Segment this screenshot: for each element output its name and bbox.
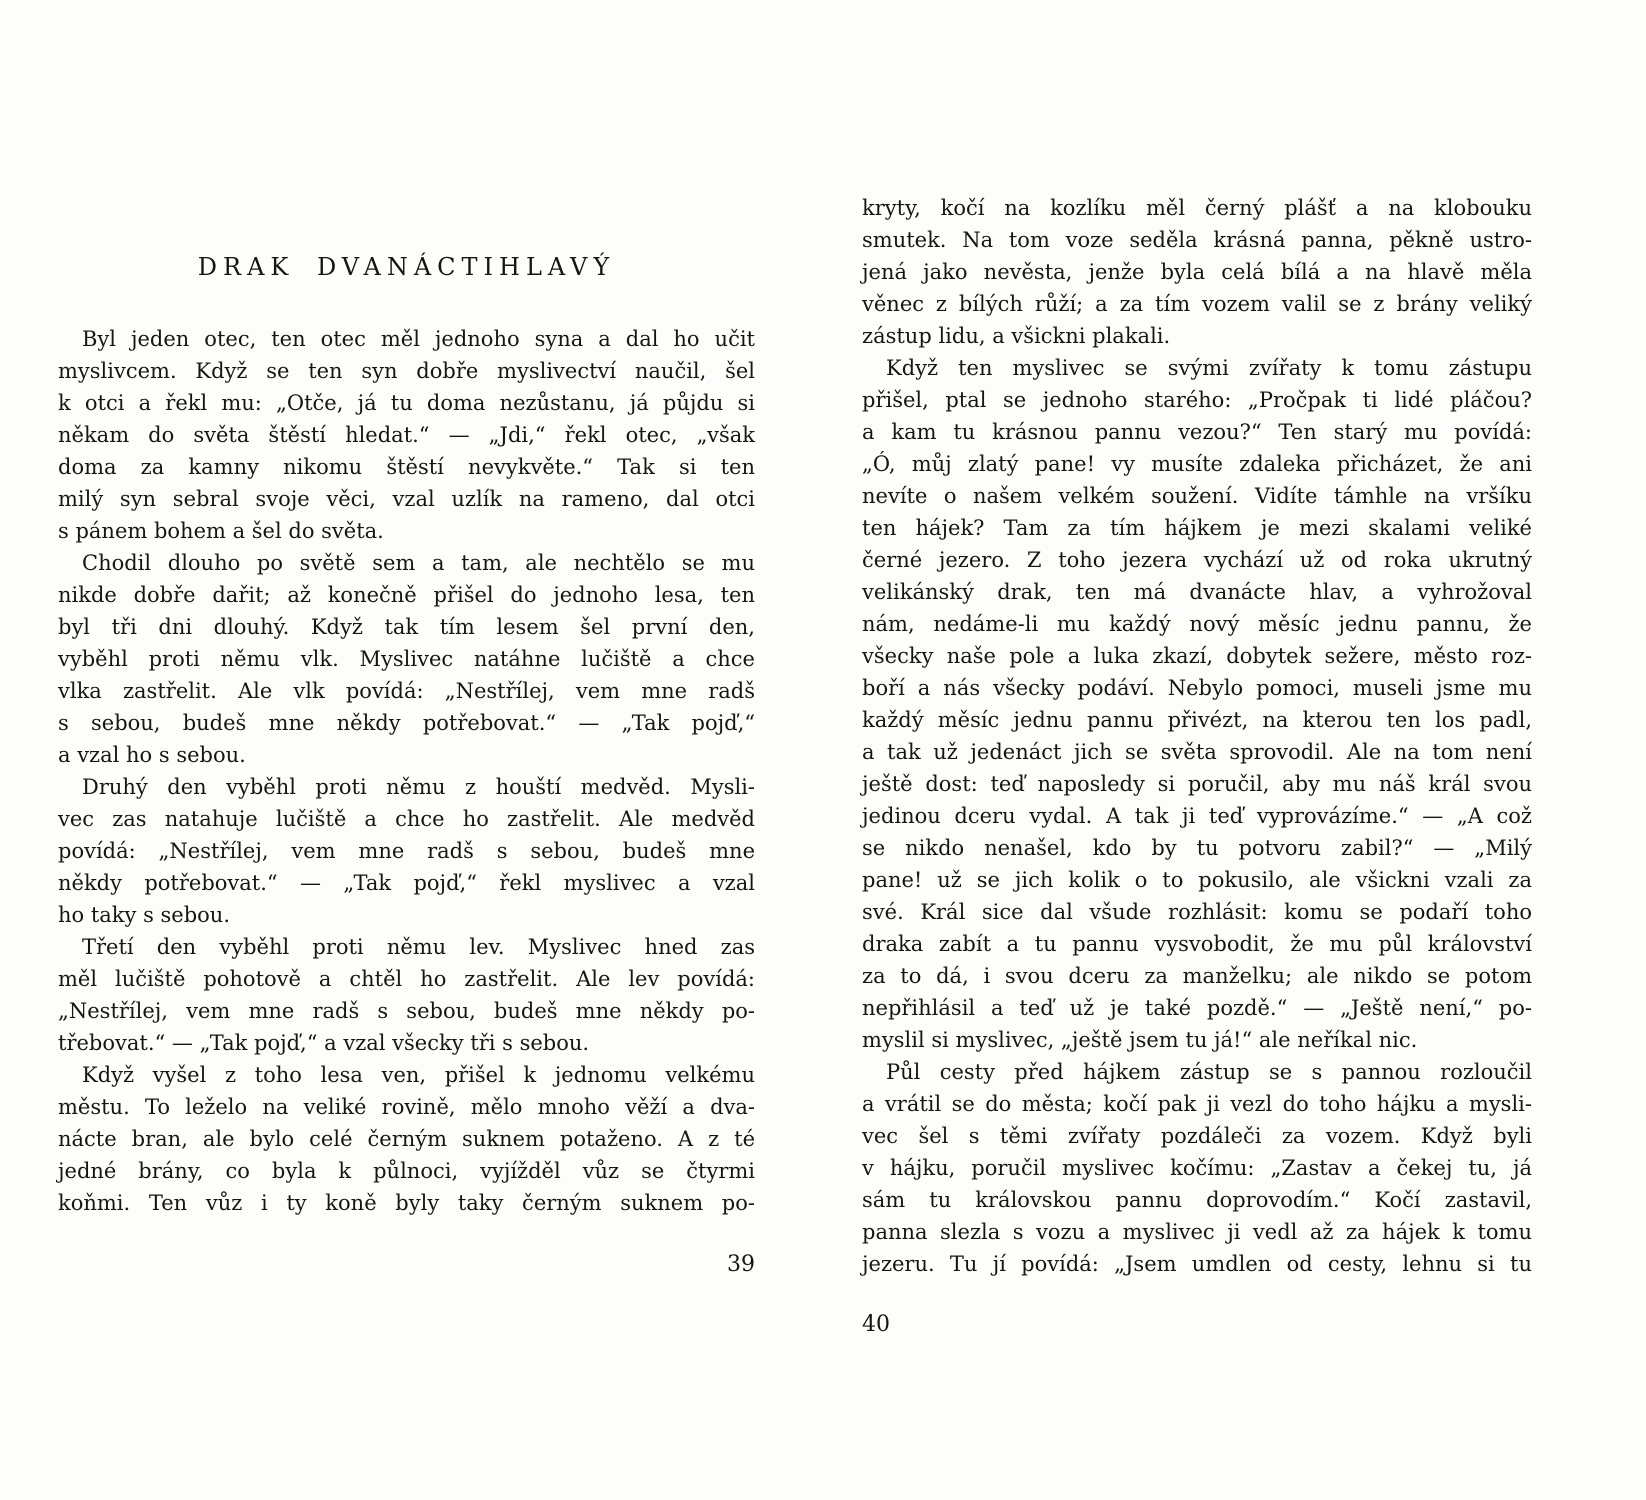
text-line: v hájku, poručil myslivec kočímu: „Zastav a čekej tu, já: [862, 1156, 1532, 1180]
text-line: s pánem bohem a šel do světa.: [58, 519, 384, 543]
text-line: všecky naše pole a luka zkazí, dobytek sežere, město roz-: [862, 644, 1532, 668]
text-line: někam do světa štěstí hledat.“ — „Jdi,“ řekl otec, „však: [58, 423, 755, 447]
paragraph: [862, 352, 1532, 1056]
text-line: Druhý den vyběhl proti němu z houští medvěd. Mysli-: [82, 775, 755, 799]
text-line: měl lučiště pohotově a chtěl ho zastřelit. Ale lev povídá:: [58, 967, 755, 991]
left-page-text: [58, 323, 755, 1219]
text-line: jená jako nevěsta, jenže byla celá bílá a na hlavě měla: [862, 260, 1532, 284]
text-line: Třetí den vyběhl proti němu lev. Myslivec hned zas: [82, 935, 755, 959]
text-line: Když vyšel z toho lesa ven, přišel k jednomu velkému: [82, 1063, 755, 1087]
text-line: povídá: „Nestřílej, vem mne radš s sebou, budeš mne: [58, 839, 755, 863]
text-line: byl tři dni dlouhý. Když tak tím lesem šel první den,: [58, 615, 755, 639]
text-line: nikde dobře dařit; až konečně přišel do jednoho lesa, ten: [58, 583, 755, 607]
chapter-title: DRAK DVANÁCTIHLAVÝ: [197, 253, 616, 281]
left-page: [58, 252, 755, 1219]
text-line: jedinou dceru vydal. A tak ji teď vyprovázíme.“ — „A což: [862, 804, 1532, 828]
text-line: s sebou, budeš mne někdy potřebovat.“ — „Tak pojď,“: [58, 711, 755, 735]
text-line: doma za kamny nikomu štěstí nevykvěte.“ Tak si ten: [58, 455, 755, 479]
text-line: jezeru. Tu jí povídá: „Jsem umdlen od cesty, lehnu si tu: [862, 1252, 1532, 1276]
text-line: k otci a řekl mu: „Otče, já tu doma nezůstanu, já půjdu si: [58, 391, 755, 415]
text-line: přišel, ptal se jednoho starého: „Pročpak ti lidé pláčou?: [862, 388, 1532, 412]
page-number-right: 40: [862, 1312, 890, 1337]
text-line: se nikdo nenašel, kdo by tu potvoru zabil?“ — „Milý: [862, 836, 1532, 860]
text-line: Když ten myslivec se svými zvířaty k tomu zástupu: [886, 356, 1532, 380]
text-line: své. Král sice dal všude rozhlásit: komu se podaří toho: [862, 900, 1532, 924]
text-line: velikánský drak, ten má dvanácte hlav, a vyhrožoval: [862, 580, 1532, 604]
text-line: draka zabít a tu pannu vysvobodit, že mu půl království: [862, 932, 1532, 956]
page-number-left: 39: [727, 1252, 755, 1277]
text-line: Chodil dlouho po světě sem a tam, ale nechtělo se mu: [82, 551, 755, 575]
text-line: vec šel s těmi zvířaty pozdáleči za vozem. Když byli: [862, 1124, 1532, 1148]
text-line: smutek. Na tom voze seděla krásná panna, pěkně ustro-: [862, 228, 1532, 252]
text-line: černé jezero. Z toho jezera vychází už od roka ukrutný: [862, 548, 1532, 572]
text-line: „Nestřílej, vem mne radš s sebou, budeš mne někdy po-: [58, 999, 755, 1023]
text-line: Půl cesty před hájkem zástup se s pannou rozloučil: [886, 1060, 1532, 1084]
text-line: ho taky s sebou.: [58, 903, 231, 927]
text-line: někdy potřebovat.“ — „Tak pojď,“ řekl myslivec a vzal: [58, 871, 755, 895]
text-line: vec zas natahuje lučiště a chce ho zastřelit. Ale medvěd: [58, 807, 755, 831]
text-line: koňmi. Ten vůz i ty koně byly taky černým suknem po-: [58, 1191, 755, 1215]
text-line: ještě dost: teď naposledy si poručil, aby mu náš král svou: [862, 772, 1532, 796]
text-line: pane! už se jich kolik o to pokusilo, ale všickni vzali za: [862, 868, 1532, 892]
text-line: městu. To leželo na veliké rovině, mělo mnoho věží a dva-: [58, 1095, 755, 1119]
paragraph: [862, 192, 1532, 352]
paragraph: [58, 323, 755, 547]
text-line: boří a nás všecky podáví. Nebylo pomoci, museli jsme mu: [862, 676, 1532, 700]
text-line: jedné brány, co byla k půlnoci, vyjížděl vůz se čtyrmi: [58, 1159, 755, 1183]
text-line: a kam tu krásnou pannu vezou?“ Ten starý mu povídá:: [862, 420, 1532, 444]
text-line: a vzal ho s sebou.: [58, 743, 246, 767]
text-line: myslil si myslivec, „ještě jsem tu já!“ ale neříkal nic.: [862, 1028, 1418, 1052]
text-line: vyběhl proti němu vlk. Myslivec natáhne lučiště a chce: [58, 647, 755, 671]
text-line: třebovat.“ — „Tak pojď,“ a vzal všecky tři s sebou.: [58, 1031, 590, 1055]
text-line: nám, nedáme-li mu každý nový měsíc jednu pannu, že: [862, 612, 1532, 636]
text-line: „Ó, můj zlatý pane! vy musíte zdaleka přicházet, že ani: [862, 452, 1532, 476]
text-line: vlka zastřelit. Ale vlk povídá: „Nestřílej, vem mne radš: [58, 679, 755, 703]
right-page: [862, 192, 1532, 1280]
text-line: kryty, kočí na kozlíku měl černý plášť a na klobouku: [862, 196, 1532, 220]
text-line: každý měsíc jednu pannu přivézt, na kterou ten los padl,: [862, 708, 1532, 732]
paragraph: [58, 771, 755, 931]
text-line: panna slezla s vozu a myslivec ji vedl až za hájek k tomu: [862, 1220, 1532, 1244]
paragraph: [58, 1059, 755, 1219]
paragraph: [862, 1056, 1532, 1280]
text-line: Byl jeden otec, ten otec měl jednoho syna a dal ho učit: [82, 327, 755, 351]
text-line: milý syn sebral svoje věci, vzal uzlík na rameno, dal otci: [58, 487, 755, 511]
right-page-text: [862, 192, 1532, 1280]
text-line: myslivcem. Když se ten syn dobře myslivectví naučil, šel: [58, 359, 755, 383]
paragraph: [58, 547, 755, 771]
text-line: zástup lidu, a všickni plakali.: [862, 324, 1171, 348]
text-line: za to dá, i svou dceru za manželku; ale nikdo se potom: [862, 964, 1532, 988]
text-line: sám tu královskou pannu doprovodím.“ Kočí zastavil,: [862, 1188, 1532, 1212]
text-line: a tak už jedenáct jich se světa sprovodil. Ale na tom není: [862, 740, 1532, 764]
text-line: a vrátil se do města; kočí pak ji vezl do toho hájku a mysli-: [862, 1092, 1532, 1116]
text-line: věnec z bílých růží; a za tím vozem valil se z brány veliký: [862, 292, 1532, 316]
text-line: nevíte o našem velkém soužení. Vidíte támhle na vršíku: [862, 484, 1532, 508]
paragraph: [58, 931, 755, 1059]
text-line: ten hájek? Tam za tím hájkem je mezi skalami veliké: [862, 516, 1532, 540]
text-line: nácte bran, ale bylo celé černým suknem potaženo. A z té: [58, 1127, 755, 1151]
text-line: nepřihlásil a teď už je také pozdě.“ — „Ještě není,“ po-: [862, 996, 1532, 1020]
